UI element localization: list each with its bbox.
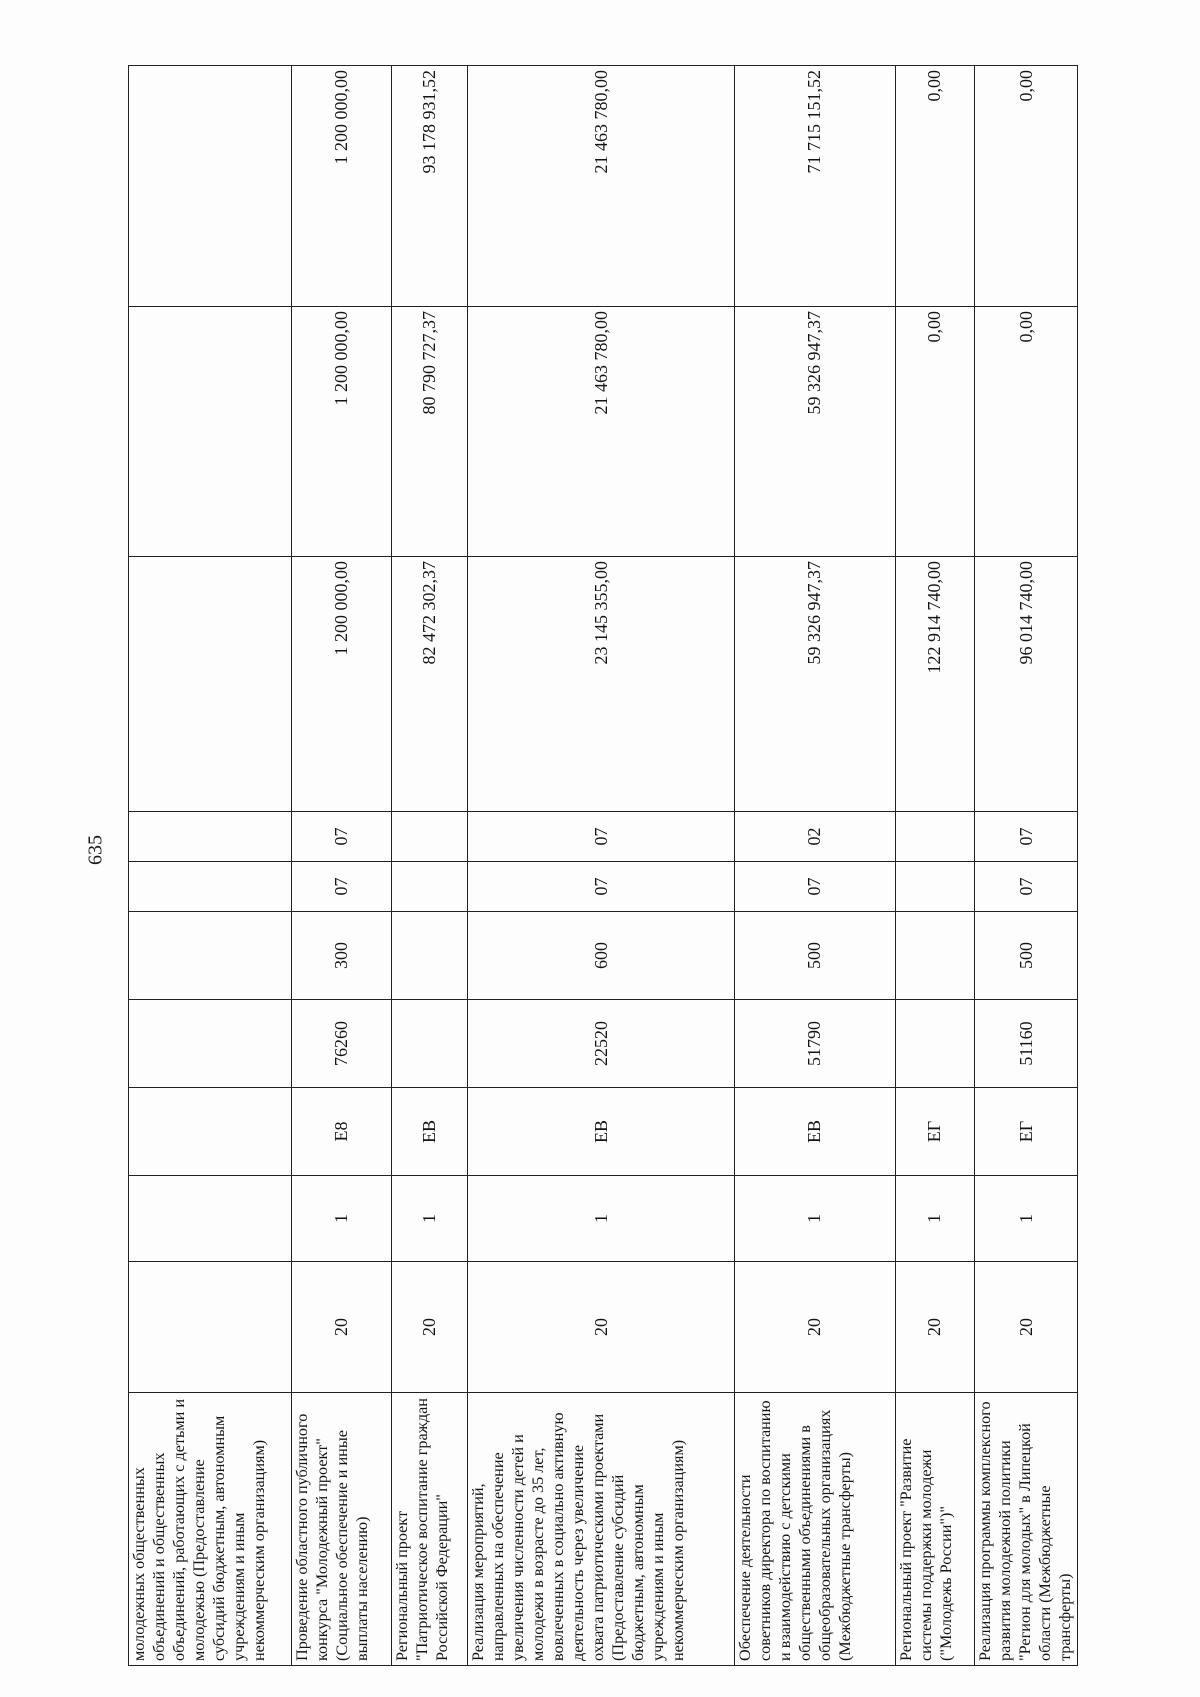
code-cell-2: 1	[292, 1176, 392, 1262]
code-cell-6: 07	[468, 862, 735, 912]
amount-cell-1: 82 472 302,37	[391, 557, 467, 812]
row-description: Реализация мероприятий, направленных на обеспечение увеличения численности детей и молодежи в возрасте до 35 лет, вовлеченных в социально активную деятельность через увеличение охвата патриотическими проектами (Предоставление субсидий бюджетным, автономным учреждениям и иным некоммерческим организациям)	[468, 1393, 735, 1666]
code-cell-2	[129, 1176, 292, 1262]
code-cell-1: 20	[391, 1262, 467, 1393]
code-cell-2: 1	[468, 1176, 735, 1262]
code-cell-4: 22520	[468, 1000, 735, 1088]
code-cell-1: 20	[975, 1262, 1078, 1393]
code-cell-4: 51790	[735, 1000, 895, 1088]
row-description: Региональный проект "Развитие системы поддержки молодежи ("Молодежь России")"	[895, 1393, 975, 1666]
code-cell-2: 1	[975, 1176, 1078, 1262]
code-cell-1: 20	[735, 1262, 895, 1393]
code-cell-7: 07	[975, 812, 1078, 862]
code-cell-1: 20	[895, 1262, 975, 1393]
amount-cell-1	[129, 557, 292, 812]
code-cell-1: 20	[468, 1262, 735, 1393]
amount-cell-2	[129, 307, 292, 557]
code-cell-3: ЕВ	[468, 1088, 735, 1176]
code-cell-5: 600	[468, 912, 735, 1000]
amount-cell-2: 1 200 000,00	[292, 307, 392, 557]
code-cell-7	[129, 812, 292, 862]
code-cell-6	[391, 862, 467, 912]
code-cell-1	[129, 1262, 292, 1393]
table-row	[292, 66, 392, 1666]
amount-cell-1: 122 914 740,00	[895, 557, 975, 812]
amount-cell-2: 21 463 780,00	[468, 307, 735, 557]
row-description: Проведение областного публичного конкурса "Молодежный проект" (Социальное обеспечение и иные выплаты населению)	[292, 1393, 392, 1666]
rotated-table-wrapper	[128, 66, 1078, 1666]
amount-cell-3: 71 715 151,52	[735, 66, 895, 307]
code-cell-7: 07	[292, 812, 392, 862]
amount-cell-1: 96 014 740,00	[975, 557, 1078, 812]
amount-cell-2: 0,00	[895, 307, 975, 557]
code-cell-6	[129, 862, 292, 912]
row-description: Реализация программы комплексного развития молодежной политики "Регион для молодых" в Липецкой области (Межбюджетные трансферты)	[975, 1393, 1078, 1666]
table-row	[895, 66, 975, 1666]
code-cell-5: 500	[975, 912, 1078, 1000]
amount-cell-1: 59 326 947,37	[735, 557, 895, 812]
table-row	[468, 66, 735, 1666]
code-cell-3: ЕВ	[391, 1088, 467, 1176]
code-cell-3: ЕГ	[975, 1088, 1078, 1176]
table-row	[129, 66, 292, 1666]
code-cell-2: 1	[391, 1176, 467, 1262]
table-row	[735, 66, 895, 1666]
code-cell-5	[129, 912, 292, 1000]
amount-cell-1: 23 145 355,00	[468, 557, 735, 812]
amount-cell-1: 1 200 000,00	[292, 557, 392, 812]
code-cell-2: 1	[735, 1176, 895, 1262]
code-cell-7	[895, 812, 975, 862]
row-description: молодежных общественных объединений и общественных объединений, работающих с детьми и молодежью (Предоставление субсидий бюджетным, автономным учреждениям и иным некоммерческим организациям)	[129, 1393, 292, 1666]
amount-cell-3: 0,00	[895, 66, 975, 307]
amount-cell-2: 0,00	[975, 307, 1078, 557]
amount-cell-3: 0,00	[975, 66, 1078, 307]
code-cell-3	[129, 1088, 292, 1176]
row-description: Региональный проект "Патриотическое воспитание граждан Российской Федерации"	[391, 1393, 467, 1666]
code-cell-1: 20	[292, 1262, 392, 1393]
code-cell-4	[129, 1000, 292, 1088]
code-cell-2: 1	[895, 1176, 975, 1262]
amount-cell-3	[129, 66, 292, 307]
code-cell-4	[895, 1000, 975, 1088]
row-description: Обеспечение деятельности советников директора по воспитанию и взаимодействию с детскими общественными объединениями в общеобразовательных организациях (Межбюджетные трансферты)	[735, 1393, 895, 1666]
amount-cell-3: 1 200 000,00	[292, 66, 392, 307]
code-cell-5: 300	[292, 912, 392, 1000]
amount-cell-3: 21 463 780,00	[468, 66, 735, 307]
code-cell-7	[391, 812, 467, 862]
code-cell-3: ЕВ	[735, 1088, 895, 1176]
code-cell-4	[391, 1000, 467, 1088]
budget-table	[128, 65, 1078, 1666]
page-number: 635	[84, 835, 107, 865]
code-cell-5	[391, 912, 467, 1000]
code-cell-6	[895, 862, 975, 912]
amount-cell-2: 80 790 727,37	[391, 307, 467, 557]
code-cell-4: 76260	[292, 1000, 392, 1088]
table-row	[975, 66, 1078, 1666]
code-cell-7: 02	[735, 812, 895, 862]
code-cell-3: ЕГ	[895, 1088, 975, 1176]
code-cell-5	[895, 912, 975, 1000]
code-cell-6: 07	[292, 862, 392, 912]
amount-cell-3: 93 178 931,52	[391, 66, 467, 307]
code-cell-6: 07	[735, 862, 895, 912]
code-cell-5: 500	[735, 912, 895, 1000]
code-cell-3: Е8	[292, 1088, 392, 1176]
code-cell-6: 07	[975, 862, 1078, 912]
code-cell-7: 07	[468, 812, 735, 862]
amount-cell-2: 59 326 947,37	[735, 307, 895, 557]
table-row	[391, 66, 467, 1666]
code-cell-4: 51160	[975, 1000, 1078, 1088]
